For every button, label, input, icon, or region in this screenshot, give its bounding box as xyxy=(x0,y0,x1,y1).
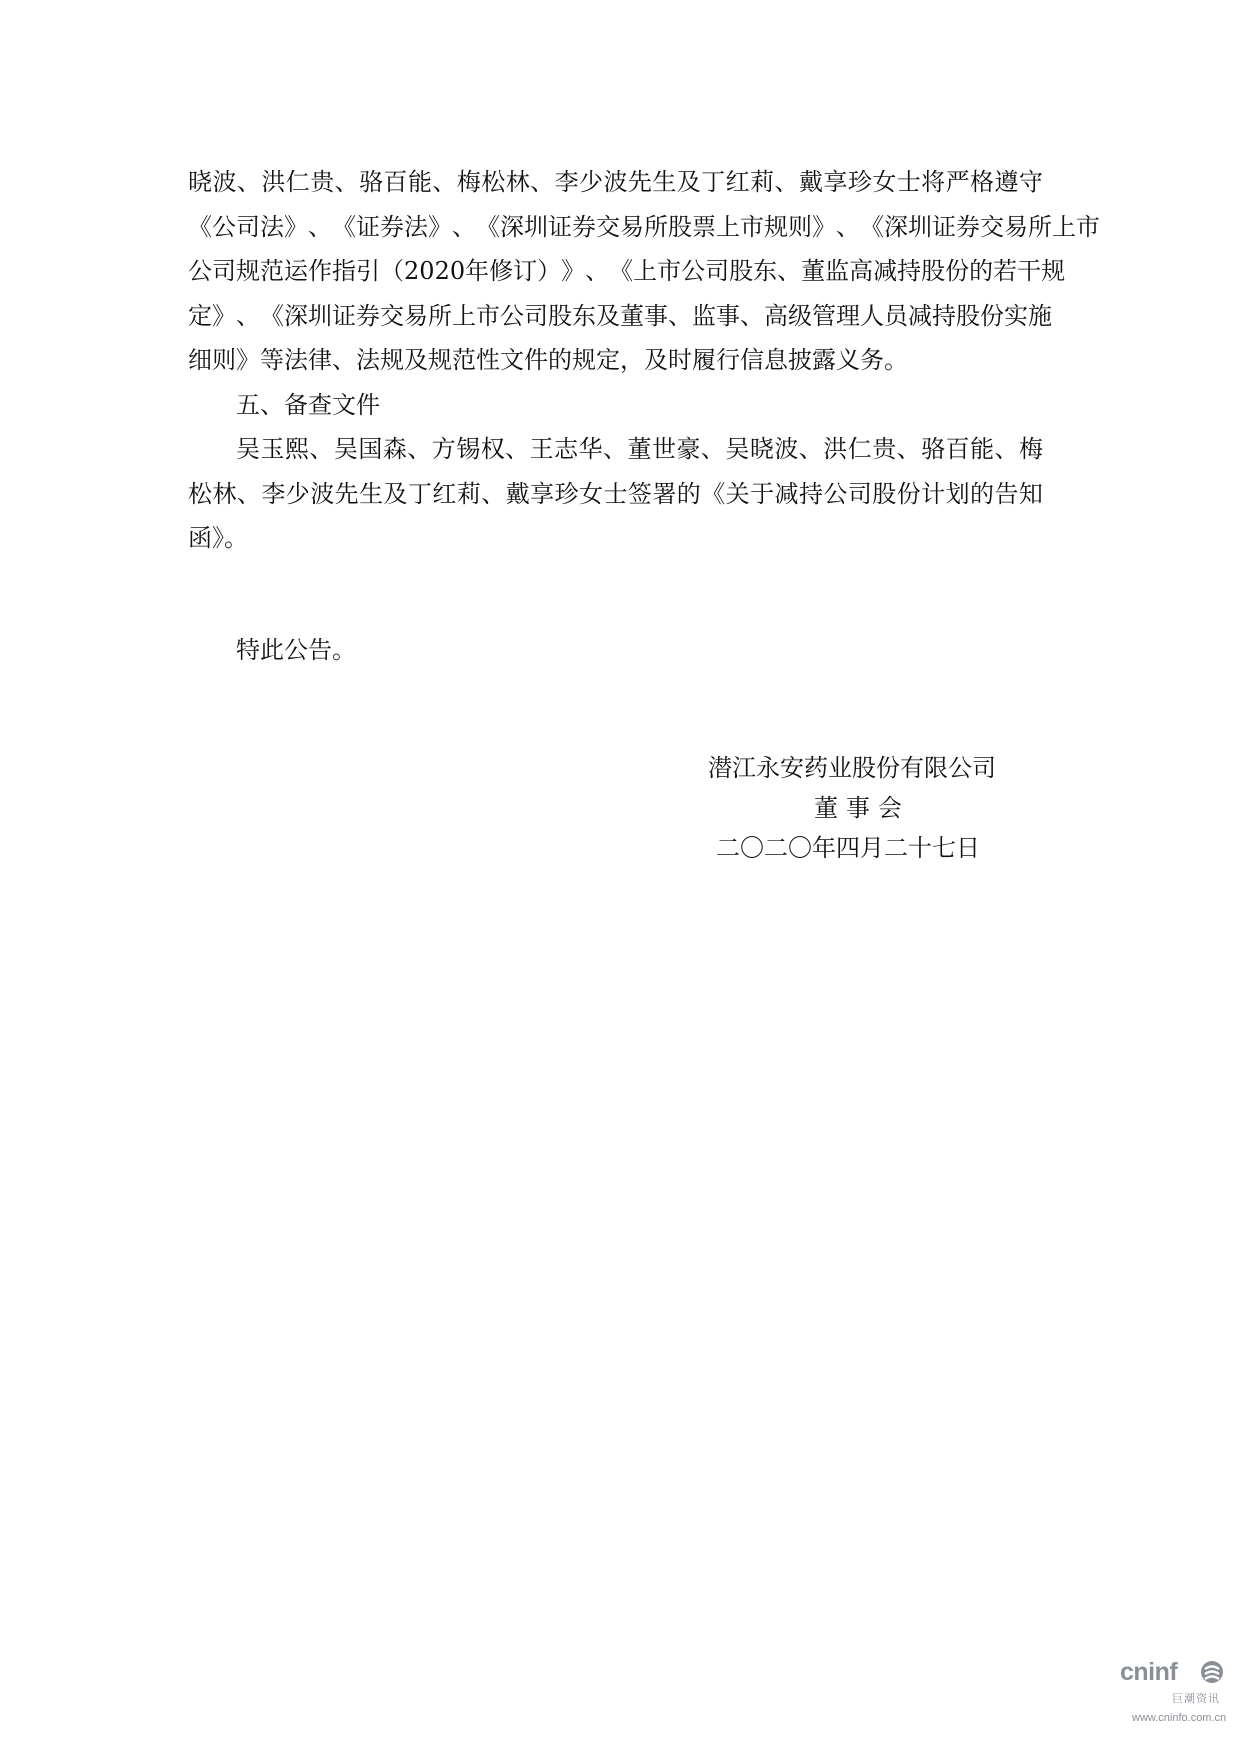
text-line: 定 》 、 《 深 圳 证 券 交 易 所 上 市 公 司 股 东 及 董 事 、 监 事 、 高 级 管 理 人 员 减 持 股 份 实 施 xyxy=(188,301,1052,330)
text-line: 松 林 、 李 少 波 先 生 及 丁 红 莉 、 戴 享 珍 女 士 签 署 的 《 关 于 减 持 公 司 股 份 计 划 的 告 知 xyxy=(188,479,1043,508)
signature-date: 二〇二〇年四月二十七日 xyxy=(716,834,980,862)
continued-paragraph xyxy=(188,160,1100,383)
logo-url-text: www.cninfo.com.cn xyxy=(1132,1712,1227,1724)
logo-brand-text: cninf xyxy=(1120,1658,1178,1686)
text-line: 公 司 规 范 运 作 指 引 （ 2 0 2 0 年 修 订 ） 》 、 《 上 市 公 司 股 东 、 董 监 高 减 持 股 份 的 若 干 规 xyxy=(188,257,1066,285)
document-body xyxy=(188,160,1100,561)
text-line: 函》。 xyxy=(188,524,248,552)
cninfo-logo-icon xyxy=(1200,1660,1224,1684)
text-line: 细则》等法律、法规及规范性文件的规定，及时履行信息披露义务。 xyxy=(188,346,908,374)
cninfo-watermark-logo xyxy=(1120,1658,1230,1738)
signature-company: 潜江永安药业股份有限公司 xyxy=(708,754,996,782)
closing-statement: 特此公告。 xyxy=(236,636,356,664)
reference-paragraph xyxy=(188,427,1043,561)
text-line: 吴 玉 熙 、 吴 国 森 、 方 锡 权 、 王 志 华 、 董 世 豪 、 吴 晓 波 、 洪 仁 贵 、 骆 百 能 、 梅 xyxy=(236,435,1043,463)
text-line: 晓 波 、 洪 仁 贵 、 骆 百 能 、 梅 松 林 、 李 少 波 先 生 及 丁 红 莉 、 戴 享 珍 女 士 将 严 格 遵 守 xyxy=(188,168,1043,196)
signature-board: 董事会 xyxy=(814,794,910,822)
section-heading xyxy=(188,383,1043,428)
text-line: 《 公 司 法 》 、 《 证 券 法 》 、 《 深 圳 证 券 交 易 所 股 票 上 市 规 则 》 、 《 深 圳 证 券 交 易 所 上 市 xyxy=(188,212,1100,241)
logo-chinese-text: 巨潮资讯 xyxy=(1172,1692,1220,1705)
section-heading-text: 五、备查文件 xyxy=(236,390,380,419)
